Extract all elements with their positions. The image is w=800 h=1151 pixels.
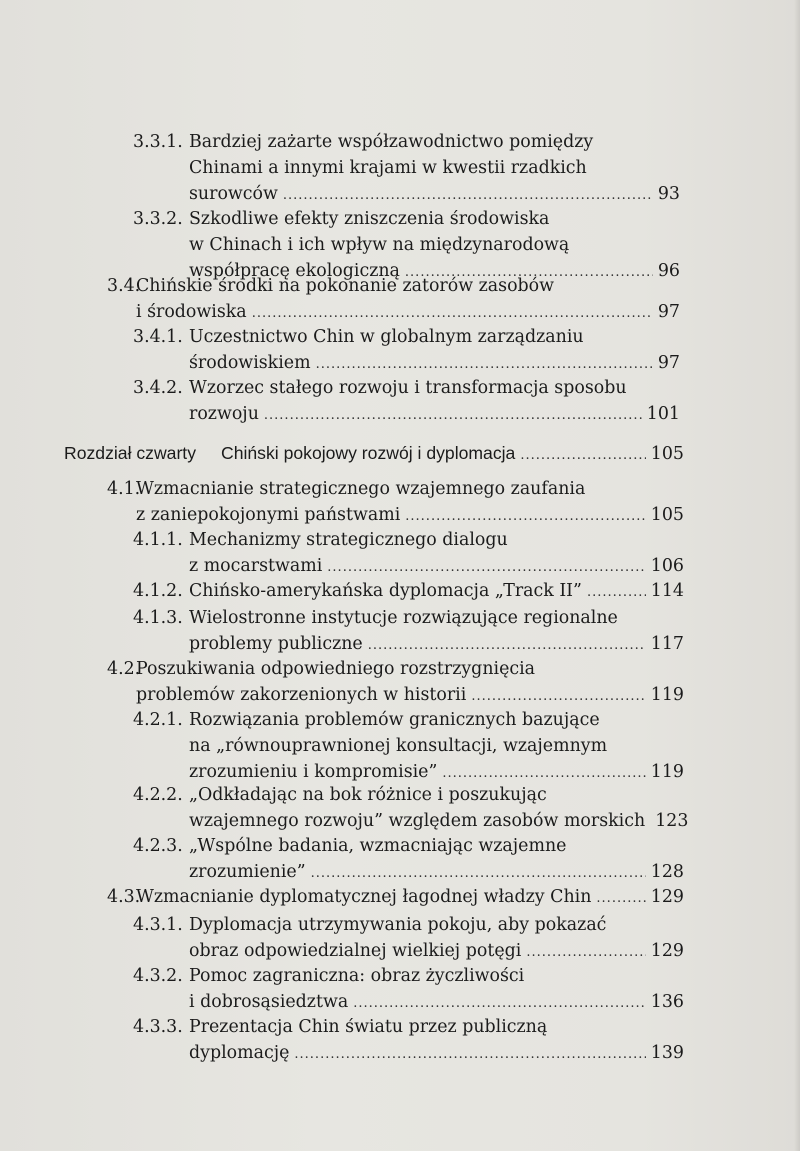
- toc-entry-last-line: [189, 578, 684, 606]
- toc-entry-last-line: [189, 859, 684, 887]
- toc-page-number: 101: [646, 404, 680, 424]
- toc-entry-title-line: Chińskie środki na pokonanie zatorów zasobów: [136, 276, 555, 296]
- toc-entry: [107, 884, 684, 912]
- toc-entry-body: [136, 884, 684, 912]
- toc-entry-title-line: zrozumieniu i kompromisie”: [189, 762, 438, 782]
- toc-entry-number: 4.2.2.: [133, 785, 183, 805]
- toc-page-number: 97: [657, 353, 680, 373]
- toc-entry-title-line: środowiskiem: [189, 353, 311, 373]
- toc-entry-title-line: na „równouprawnionej konsultacji, wzajemnym: [189, 736, 608, 756]
- toc-entry-title-line: Uczestnictwo Chin w globalnym zarządzaniu: [189, 327, 584, 347]
- toc-entry-number: 3.3.1.: [133, 132, 183, 152]
- toc-entry-body: [189, 527, 684, 581]
- toc-entry-title-line: Szkodliwe efekty zniszczenia środowiska: [189, 209, 550, 229]
- toc-entry-number: 4.1.: [107, 479, 141, 499]
- toc-entry-last-line: [136, 299, 680, 327]
- toc-entry-body: [189, 782, 689, 836]
- toc-entry-number: 3.3.2.: [133, 209, 183, 229]
- toc-page-number: 119: [650, 762, 684, 782]
- toc-entry-title-line: i środowiska: [136, 302, 247, 322]
- toc-entry-title-line: Chińsko-amerykańska dyplomacja „Track II”: [189, 581, 582, 601]
- toc-chapter-heading: [64, 440, 684, 469]
- toc-entry-last-line: [189, 808, 689, 836]
- toc-entry-last-line: [136, 502, 684, 530]
- toc-page-number: 97: [657, 302, 680, 322]
- toc-entry-body: [221, 440, 684, 469]
- toc-page-number: 96: [657, 261, 680, 281]
- dot-leader: [596, 886, 645, 912]
- toc-page-number: 105: [650, 505, 684, 525]
- toc-entry-title-line: Chiński pokojowy rozwój i dyplomacja: [221, 443, 516, 463]
- toc-entry-title-line: surowców: [189, 184, 278, 204]
- toc-entry-number: 4.2.3.: [133, 836, 183, 856]
- toc-entry-title-line: i dobrosąsiedztwa: [189, 992, 349, 1012]
- toc-entry: [133, 375, 680, 429]
- toc-entry: [133, 833, 684, 887]
- toc-entry-title-line: Dyplomacja utrzymywania pokoju, aby pokazać: [189, 915, 607, 935]
- toc-entry-title-line: Mechanizmy strategicznego dialogu: [189, 530, 508, 550]
- toc-page-number: 106: [650, 556, 684, 576]
- toc-entry: [107, 273, 680, 327]
- toc-entry-last-line: [189, 989, 684, 1017]
- toc-entry-number: 4.3.: [107, 887, 141, 907]
- toc-entry-body: [189, 912, 684, 966]
- toc-entry-body: [189, 833, 684, 887]
- toc-page-number: 128: [650, 862, 684, 882]
- toc-entry-title-line: Wzmacnianie dyplomatycznej łagodnej władzy Chin: [136, 887, 592, 907]
- toc-entry-number: 4.2.1.: [133, 710, 183, 730]
- toc-entry-last-line: [221, 440, 684, 469]
- toc-entry-title-line: współpracę ekologiczną: [189, 261, 400, 281]
- toc-entry-title-line: Wielostronne instytucje rozwiązujące regionalne: [189, 608, 618, 628]
- toc-entry: [133, 963, 684, 1017]
- toc-entry: [133, 782, 689, 836]
- toc-entry: [133, 324, 680, 378]
- toc-entry: [107, 476, 684, 530]
- toc-entry-last-line: [189, 401, 680, 429]
- toc-entry-last-line: [189, 938, 684, 966]
- toc-page-number: 114: [650, 581, 684, 601]
- toc-entry-title-line: Rozwiązania problemów granicznych bazujące: [189, 710, 600, 730]
- toc-entry-last-line: [189, 631, 684, 659]
- toc-entry-body: [136, 476, 684, 530]
- toc-entry-number: 3.4.1.: [133, 327, 183, 347]
- toc-entry-number: 4.1.1.: [133, 530, 183, 550]
- toc-entry-title-line: z zaniepokojonymi państwami: [136, 505, 401, 525]
- dot-leader: [294, 1042, 645, 1068]
- toc-entry-body: [189, 707, 684, 787]
- toc-entry-body: [189, 605, 684, 659]
- toc-entry-number: 3.4.2.: [133, 378, 183, 398]
- toc-entry-number: 4.1.3.: [133, 608, 183, 628]
- dot-leader: [264, 403, 642, 429]
- toc-entry-number: 4.3.2.: [133, 966, 183, 986]
- toc-entry-body: [189, 963, 684, 1017]
- toc-entry-title-line: „Odkładając na bok różnice i poszukując: [189, 785, 547, 805]
- toc-page-number: 136: [650, 992, 684, 1012]
- toc-entry: [133, 129, 680, 209]
- toc-entry-last-line: [136, 682, 684, 710]
- toc-entry-last-line: [189, 553, 684, 581]
- toc-entry-body: [189, 1014, 684, 1068]
- toc-entry-title-line: Chinami a innymi krajami w kwestii rzadkich: [189, 158, 587, 178]
- toc-page-number: 129: [650, 941, 684, 961]
- toc-entry-title-line: z mocarstwami: [189, 556, 323, 576]
- toc-entry-number: 3.4.: [107, 276, 141, 296]
- toc-entry-number: Rozdział czwarty: [64, 443, 196, 463]
- toc-entry-title-line: Wzmacnianie strategicznego wzajemnego zaufania: [136, 479, 586, 499]
- toc-entry-title-line: dyplomację: [189, 1043, 290, 1063]
- toc-entry-title-line: problemy publiczne: [189, 634, 363, 654]
- toc-entry-number: 4.2.: [107, 659, 141, 679]
- toc-entry: [133, 707, 684, 787]
- toc-entry-title-line: zrozumienie”: [189, 862, 306, 882]
- toc-entry-body: [136, 656, 684, 710]
- toc-entry-last-line: [189, 1040, 684, 1068]
- toc-entry: [133, 912, 684, 966]
- toc-entry-body: [189, 129, 680, 209]
- toc-page-number: 129: [650, 887, 684, 907]
- toc-entry-last-line: [136, 884, 684, 912]
- toc-entry-title-line: „Wspólne badania, wzmacniając wzajemne: [189, 836, 567, 856]
- toc-entry-title-line: Poszukiwania odpowiedniego rozstrzygnięcia: [136, 659, 536, 679]
- toc-page-number: 93: [657, 184, 680, 204]
- toc-entry: [133, 605, 684, 659]
- toc-page-number: 119: [650, 685, 684, 705]
- toc-entry-title-line: problemów zakorzenionych w historii: [136, 685, 467, 705]
- toc-entry: [107, 656, 684, 710]
- toc-entry-title-line: w Chinach i ich wpływ na międzynarodową: [189, 235, 570, 255]
- toc-entry-title-line: wzajemnego rozwoju” względem zasobów morskich: [189, 811, 646, 831]
- toc-entry-last-line: [189, 181, 680, 209]
- toc-entry-title-line: Wzorzec stałego rozwoju i transformacja sposobu: [189, 378, 627, 398]
- toc-entry-title-line: obraz odpowiedzialnej wielkiej potęgi: [189, 941, 522, 961]
- toc-entry-title-line: rozwoju: [189, 404, 259, 424]
- toc-page-number: 139: [650, 1043, 684, 1063]
- toc-entry: [133, 527, 684, 581]
- toc-page-number: 105: [650, 444, 684, 464]
- dot-leader: [587, 580, 646, 606]
- toc-entry-number: 4.3.1.: [133, 915, 183, 935]
- toc-entry-number: 4.1.2.: [133, 581, 183, 601]
- toc-entry-body: [189, 375, 680, 429]
- toc-entry: [133, 1014, 684, 1068]
- toc-entry-body: [136, 273, 680, 327]
- toc-page-number: 117: [650, 634, 684, 654]
- dot-leader: [520, 443, 645, 469]
- toc-entry-number: 4.3.3.: [133, 1017, 183, 1037]
- toc-entry: [133, 578, 684, 606]
- toc-entry-title-line: Prezentacja Chin światu przez publiczną: [189, 1017, 548, 1037]
- toc-entry-title-line: Pomoc zagraniczna: obraz życzliwości: [189, 966, 525, 986]
- toc-entry-body: [189, 324, 680, 378]
- toc-entry-body: [189, 578, 684, 606]
- toc-entry-title-line: Bardziej zażarte współzawodnictwo pomiędzy: [189, 132, 594, 152]
- toc-page-number: 123: [655, 811, 689, 831]
- toc-entry-last-line: [189, 350, 680, 378]
